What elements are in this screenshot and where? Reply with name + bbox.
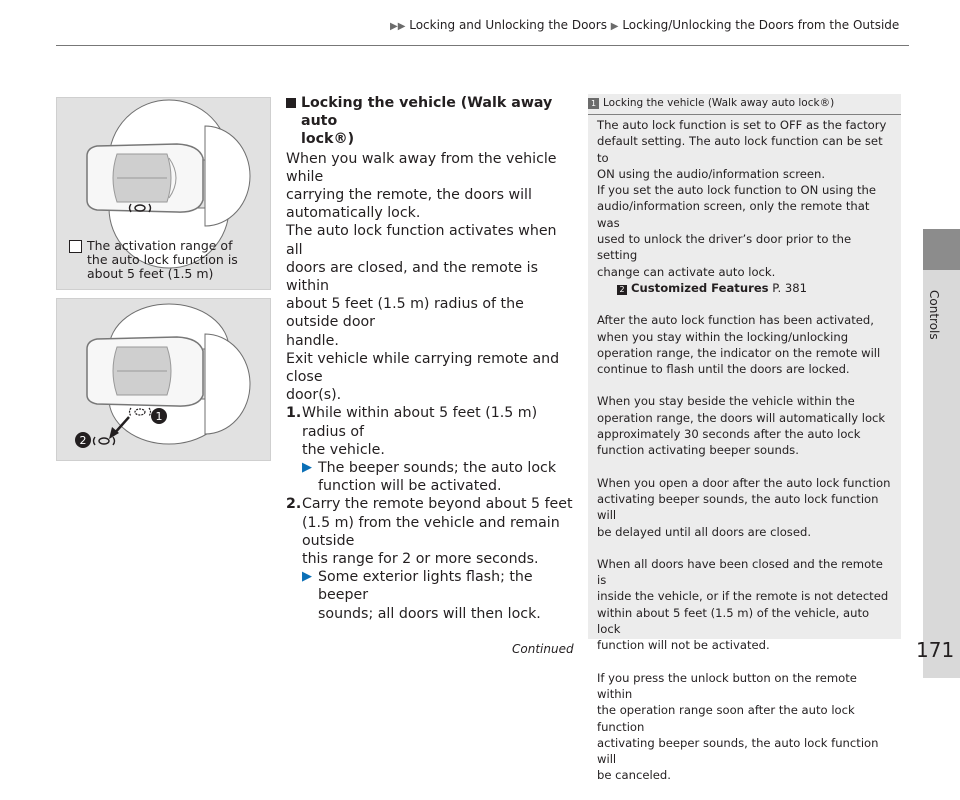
walk-away-illustration bbox=[57, 299, 272, 462]
range-zone-back bbox=[205, 334, 250, 434]
reference-arrow-icon: 2 bbox=[617, 285, 627, 295]
figure-caption: The activation range of the auto lock function is about 5 feet (1.5 m) bbox=[87, 239, 238, 281]
side-note-header bbox=[588, 94, 901, 115]
step-marker-1-label: 1 bbox=[155, 410, 163, 423]
header-rule bbox=[56, 45, 909, 46]
car-top-icon bbox=[87, 337, 203, 406]
main-content bbox=[286, 94, 576, 623]
result-arrow-icon: ▶ bbox=[302, 569, 312, 585]
heading-square-icon bbox=[286, 98, 296, 108]
car-top-icon bbox=[87, 144, 203, 212]
side-note-body bbox=[597, 117, 895, 800]
step-1-result: ▶ The beeper sounds; the auto lock function will be activated. bbox=[302, 460, 557, 495]
figure-walk-away-steps bbox=[56, 298, 271, 461]
note-paragraph-1: The auto lock function is set to OFF as the factory default setting. The auto lock function can be set to ON using the audio/information screen. If you set the auto lock function to ON using the audio/information screen, only the remote that was used to unlock the driver’s door prior to the setting change can activate auto lock. 2 Customized Features P. 381 bbox=[597, 118, 887, 295]
continued-label: Continued bbox=[512, 642, 574, 656]
note-paragraph-5: When all doors have been closed and the remote is inside the vehicle, or if the remote is not detected within about 5 feet (1.5 m) of the vehicle, auto lock function will not be activated. bbox=[597, 556, 889, 653]
cross-reference-link[interactable]: 2 Customized Features P. 381 bbox=[597, 281, 807, 295]
note-paragraph-2: After the auto lock function has been activated, when you stay within the locking/unlocking operation range, the indicator on the remote will continue to flash until the doors are locked. bbox=[597, 313, 881, 377]
step-1: 1. While within about 5 feet (1.5 m) radius of the vehicle. bbox=[286, 405, 538, 458]
step-2: 2. Carry the remote beyond about 5 feet (1.5 m) from the vehicle and remain outside this range for 2 or more seconds. bbox=[286, 496, 573, 568]
side-tab-marker bbox=[923, 229, 960, 270]
section-heading: Locking the vehicle (Walk away auto lock®) bbox=[286, 94, 576, 149]
figure-activation-range bbox=[56, 97, 271, 290]
note-paragraph-6: If you press the unlock button on the remote within the operation range soon after the auto lock function activating beeper sounds, the auto lock function will be canceled. bbox=[597, 670, 879, 783]
breadcrumb bbox=[390, 18, 899, 32]
range-zone-back bbox=[205, 126, 250, 226]
side-note-title: Locking the vehicle (Walk away auto lock®) bbox=[603, 97, 835, 109]
note-marker-icon: 1 bbox=[588, 98, 599, 109]
side-note bbox=[588, 94, 901, 783]
note-paragraph-3: When you stay beside the vehicle within the operation range, the doors will automatically lock approximately 30 seconds after the auto lock function activating beeper sounds. bbox=[597, 394, 886, 458]
remote-out-of-range-icon bbox=[94, 437, 115, 445]
step-2-result: ▶ Some exterior lights flash; the beeper sounds; all doors will then lock. bbox=[302, 569, 541, 622]
breadcrumb-item-locking-unlocking[interactable]: Locking and Unlocking the Doors bbox=[409, 18, 607, 32]
intro-text: When you walk away from the vehicle while carrying the remote, the doors will automatically lock. The auto lock function activates when all doors are closed, and the remote is within about 5 feet (1.5 m) radius of the outside door handle. Exit vehicle while carrying remote and close door(s). bbox=[286, 150, 560, 404]
page-number: 171 bbox=[916, 638, 955, 662]
step-marker-2-label: 2 bbox=[79, 434, 87, 447]
result-arrow-icon: ▶ bbox=[302, 460, 312, 476]
breadcrumb-item-outside[interactable]: Locking/Unlocking the Doors from the Outside bbox=[622, 18, 900, 32]
caption-marker-icon bbox=[69, 240, 82, 253]
side-tab-label: Controls bbox=[927, 290, 941, 340]
breadcrumb-arrow-icon: ▶ bbox=[610, 21, 619, 32]
note-paragraph-4: When you open a door after the auto lock function activating beeper sounds, the auto lock function will be delayed until all doors are closed. bbox=[597, 475, 891, 539]
breadcrumb-arrow-icon: ▶▶ bbox=[390, 21, 406, 32]
